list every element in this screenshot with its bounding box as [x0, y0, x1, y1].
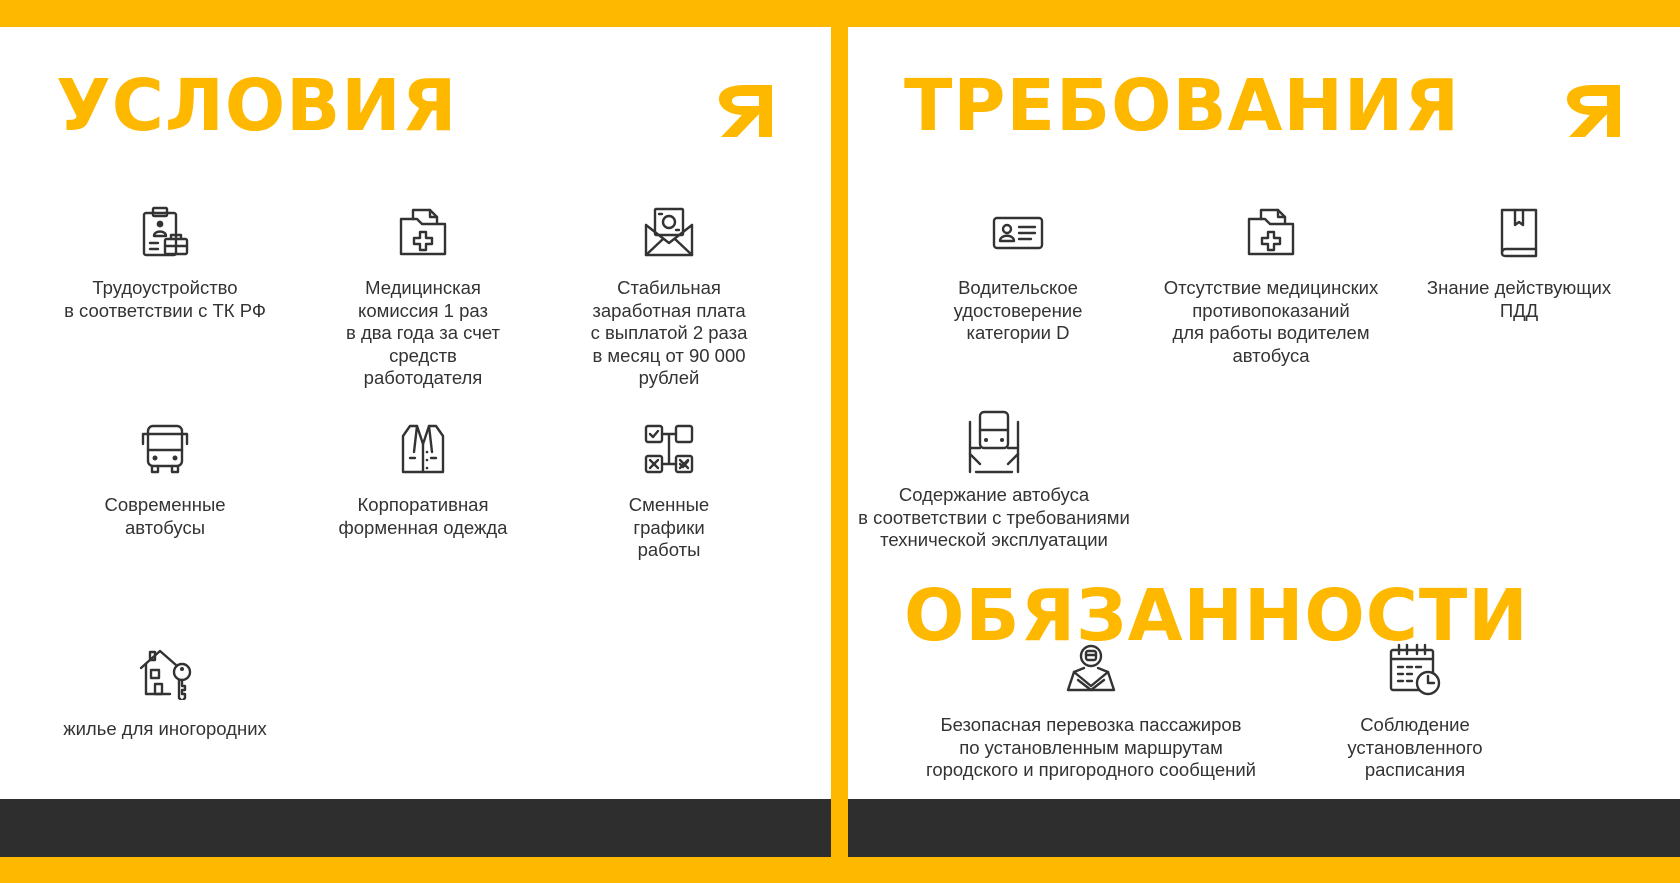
requirement-rules: [1394, 205, 1644, 322]
requirement-maintenance-label: Содержание автобуса в соответствии с требованиями технической эксплуатации: [858, 484, 1130, 550]
conditions-title: УСЛОВИЯ: [56, 64, 458, 147]
requirements-title: ТРЕБОВАНИЯ: [904, 64, 1461, 147]
requirements-panel: [848, 27, 1680, 857]
conditions-panel: [0, 27, 831, 857]
condition-buses-label: Современные автобусы: [104, 494, 226, 538]
condition-schedule: [544, 422, 794, 562]
requirement-medical: [1146, 205, 1396, 367]
calendar-clock-icon: [1388, 642, 1442, 696]
condition-medical-label: Медицинская комиссия 1 раз в два года за счет средств работодателя: [346, 277, 500, 388]
uniform-vest-icon: [396, 422, 450, 476]
condition-buses: [40, 422, 290, 539]
condition-employment-label: Трудоустройство в соответствии с ТК РФ: [64, 277, 266, 321]
duty-schedule-label: Соблюдение установленного расписания: [1347, 714, 1483, 780]
ya-logo-icon: [1564, 82, 1624, 142]
employment-clipboard-icon: [138, 205, 192, 259]
house-key-icon: [138, 646, 192, 700]
duty-schedule: [1305, 642, 1525, 782]
safe-transport-icon: [1064, 642, 1118, 696]
condition-employment: [40, 205, 290, 322]
requirement-medical-label: Отсутствие медицинских противопоказаний для работы водителем автобуса: [1163, 277, 1379, 366]
condition-salary-label: Стабильная заработная плата с выплатой 2 раза в месяц от 90 000 рублей: [590, 277, 748, 388]
requirement-maintenance: [848, 408, 1144, 552]
bus-lift-icon: [966, 408, 1022, 476]
salary-envelope-icon: [642, 205, 696, 259]
traffic-rules-book-icon: [1492, 205, 1546, 259]
requirement-license: [893, 205, 1143, 345]
medical-folder-icon: [396, 205, 450, 259]
duties-title: ОБЯЗАННОСТИ: [904, 574, 1529, 657]
driver-license-icon: [991, 205, 1045, 259]
dark-footer-bar: [848, 799, 1680, 857]
condition-uniform: [298, 422, 548, 539]
condition-schedule-label: Сменные графики работы: [628, 494, 710, 560]
shift-schedule-icon: [642, 422, 696, 476]
medical-folder-icon: [1244, 205, 1298, 259]
condition-medical: [298, 205, 548, 390]
condition-housing-label: жилье для иногородних: [63, 718, 267, 739]
duty-safe-transport-label: Безопасная перевозка пассажиров по установленным маршрутам городского и пригородного сообщений: [925, 714, 1256, 780]
condition-salary: [544, 205, 794, 390]
requirement-rules-label: Знание действующих ПДД: [1426, 277, 1612, 321]
dark-footer-bar: [0, 799, 831, 857]
ya-logo-icon: [716, 82, 776, 142]
condition-uniform-label: Корпоративная форменная одежда: [338, 494, 508, 538]
condition-housing: [40, 646, 290, 741]
bus-icon: [138, 422, 192, 476]
duty-safe-transport: [906, 642, 1276, 782]
requirement-license-label: Водительское удостоверение категории D: [953, 277, 1083, 343]
